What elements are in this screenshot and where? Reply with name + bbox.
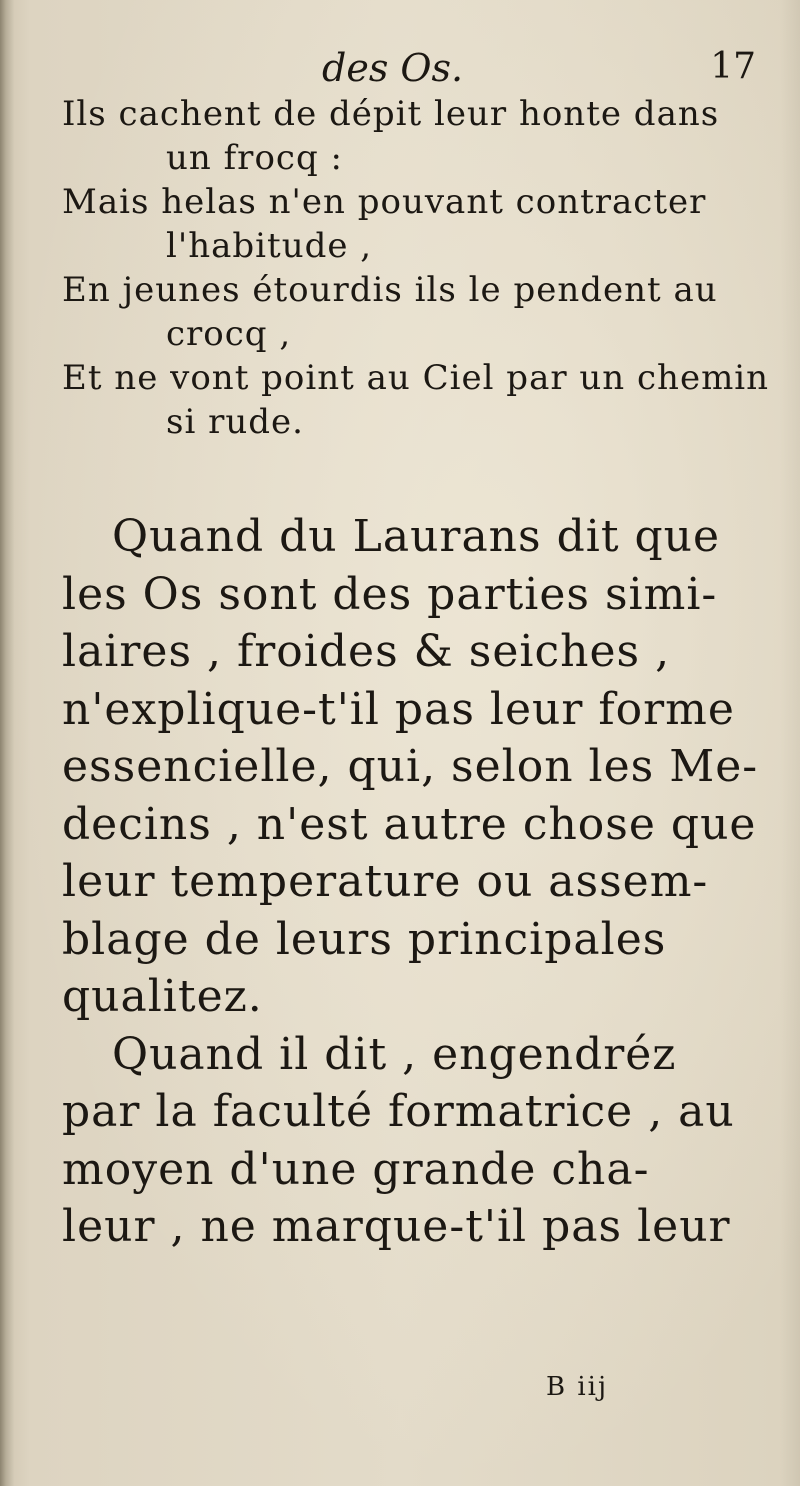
- paragraph-line: moyen d'une grande cha-: [62, 1143, 650, 1195]
- page-header: [0, 38, 800, 98]
- paragraph-line: leur , ne marque-t'il pas leur: [62, 1201, 731, 1252]
- paragraph-line: Quand il dit , engendréz: [112, 1028, 677, 1080]
- verse-line: Mais helas n'en pouvant contracter: [62, 182, 707, 222]
- signature-mark: B iij: [546, 1372, 609, 1402]
- verse-line: un frocq :: [166, 138, 343, 178]
- paragraph-line: essencielle, qui, selon les Me-: [62, 741, 759, 792]
- paragraph-line: laires , froides & seiches ,: [62, 626, 671, 677]
- paragraph-line: leur temperature ou assem-: [62, 856, 709, 907]
- verse-line: l'habitude ,: [166, 226, 373, 266]
- verse-line: Et ne vont point au Ciel par un chemin: [62, 358, 770, 398]
- page-number: 17: [710, 46, 756, 87]
- verse-line: si rude.: [166, 402, 304, 442]
- paragraph-line: n'explique-t'il pas leur forme: [62, 683, 735, 735]
- paragraph-line: les Os sont des parties simi-: [62, 568, 718, 620]
- verse-line: En jeunes étourdis ils le pendent au: [62, 270, 718, 310]
- paragraph-line: blage de leurs principales: [62, 913, 667, 965]
- verse-line: crocq ,: [166, 314, 292, 354]
- verse-block: [62, 92, 770, 444]
- verse-line: Ils cachent de dépit leur honte dans: [62, 94, 720, 134]
- paragraph-line: decins , n'est autre chose que: [62, 798, 757, 850]
- paragraph-line: qualitez.: [62, 971, 263, 1022]
- book-spine-shadow: [0, 0, 14, 1486]
- prose-block: [62, 508, 762, 1256]
- paragraph-line: Quand du Laurans dit que: [112, 511, 721, 562]
- paragraph-line: par la faculté formatrice , au: [62, 1086, 735, 1137]
- running-head: des Os.: [322, 46, 464, 90]
